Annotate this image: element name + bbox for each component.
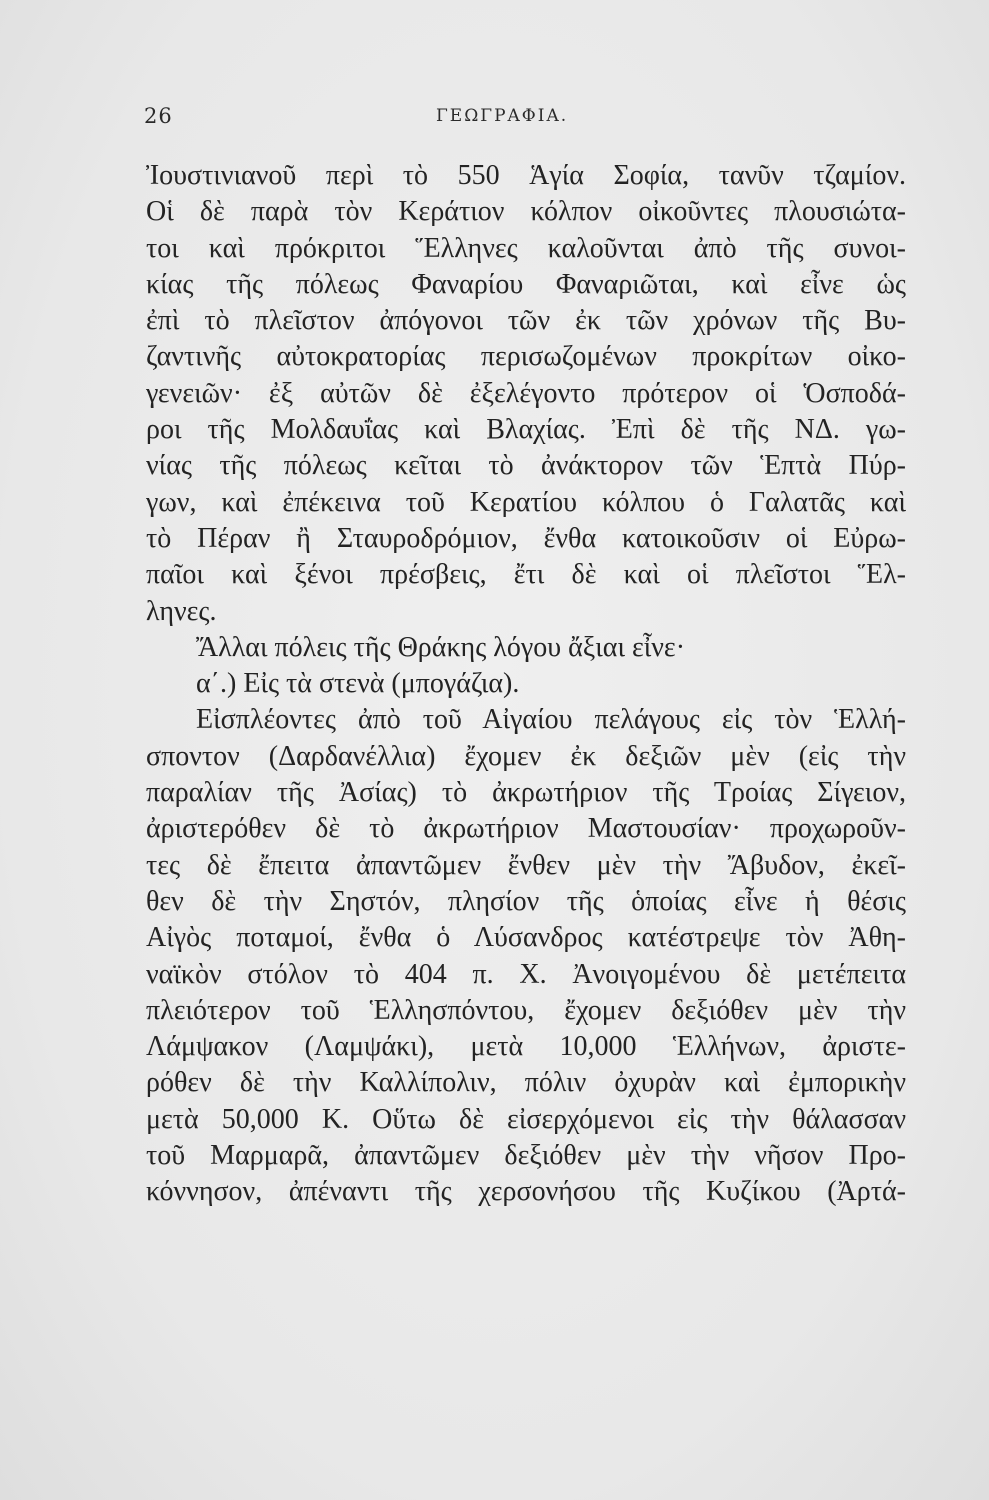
text-line: Οἱ δὲ παρὰ τὸν Κεράτιον κόλπον οἰκοῦντες πλουσιώτα- (146, 196, 906, 228)
text-line: Αἰγὸς ποταμοί, ἔνθα ὁ Λύσανδρος κατέστρεψε τὸν Ἀθη- (146, 922, 906, 954)
section-heading: α΄.) Εἰς τὰ στενὰ (μπογάζια). (196, 668, 520, 700)
text-line: κίας τῆς πόλεως Φαναρίου Φαναριῶται, καὶ εἶνε ὡς (146, 268, 906, 300)
text-line: παραλίαν τῆς Ἀσίας) τὸ ἀκρωτήριον τῆς Τροίας Σίγειον, (146, 777, 906, 809)
page-number: 26 (144, 104, 173, 128)
text-line: γων, καὶ ἐπέκεινα τοῦ Κερατίου κόλπου ὁ Γαλατᾶς καὶ (146, 486, 906, 518)
text-line: ἀριστερόθεν δὲ τὸ ἀκρωτήριον Μαστουσίαν· προχωροῦν- (146, 813, 906, 845)
running-title: ΓΕΩΓΡΑΦΙΑ. (436, 106, 569, 126)
text-line: σποντον (Δαρδανέλλια) ἔχομεν ἐκ δεξιῶν μὲν (εἰς τὴν (146, 740, 906, 772)
page-header (136, 104, 856, 144)
text-line: ἐπὶ τὸ πλεῖστον ἀπόγονοι τῶν ἐκ τῶν χρόνων τῆς Βυ- (146, 305, 906, 337)
text-line: ζαντινῆς αὐτοκρατορίας περισωζομένων προκρίτων οἰκο- (146, 341, 906, 373)
text-line: τοι καὶ πρόκριτοι Ἕλληνες καλοῦνται ἀπὸ τῆς συνοι- (146, 232, 906, 264)
text-line: μετὰ 50,000 Κ. Οὕτω δὲ εἰσερχόμενοι εἰς τὴν θάλασσαν (146, 1103, 906, 1135)
text-line: ρόθεν δὲ τὴν Καλλίπολιν, πόλιν ὀχυρὰν καὶ ἐμπορικὴν (146, 1067, 906, 1099)
text-line: Ἰουστινιανοῦ περὶ τὸ 550 Ἁγία Σοφία, τανῦν τζαμίον. (146, 160, 906, 191)
text-line: Λάμψακον (Λαμψάκι), μετὰ 10,000 Ἑλλήνων, ἀριστε- (146, 1031, 906, 1063)
text-line: παῖοι καὶ ξένοι πρέσβεις, ἔτι δὲ καὶ οἱ πλεῖστοι Ἕλ- (146, 559, 906, 591)
text-line: θεν δὲ τὴν Σηστόν, πλησίον τῆς ὁποίας εἶνε ἡ θέσις (146, 885, 906, 917)
text-line: νίας τῆς πόλεως κεῖται τὸ ἀνάκτορον τῶν Ἑπτὰ Πύρ- (146, 450, 906, 482)
text-line: Ἄλλαι πόλεις τῆς Θράκης λόγου ἄξιαι εἶνε· (196, 631, 686, 663)
body-text (146, 158, 906, 1211)
text-line: ναϊκὸν στόλον τὸ 404 π. Χ. Ἀνοιγομένου δὲ μετέπειτα (146, 958, 906, 990)
text-line: πλειότερον τοῦ Ἑλλησπόντου, ἔχομεν δεξιόθεν μὲν τὴν (146, 994, 906, 1026)
text-line: ληνες. (146, 595, 217, 627)
text-line: Εἰσπλέοντες ἀπὸ τοῦ Αἰγαίου πελάγους εἰς τὸν Ἑλλή- (196, 704, 906, 736)
text-line: τὸ Πέραν ἢ Σταυροδρόμιον, ἔνθα κατοικοῦσιν οἱ Εὐρω- (146, 522, 906, 554)
text-line: τοῦ Μαρμαρᾶ, ἀπαντῶμεν δεξιόθεν μὲν τὴν νῆσον Προ- (146, 1140, 906, 1172)
text-line: κόννησον, ἀπέναντι τῆς χερσονήσου τῆς Κυζίκου (Ἀρτά- (146, 1176, 906, 1208)
text-line: ροι τῆς Μολδαυΐας καὶ Βλαχίας. Ἐπὶ δὲ τῆς ΝΔ. γω- (146, 414, 906, 446)
text-line: τες δὲ ἔπειτα ἀπαντῶμεν ἔνθεν μὲν τὴν Ἄβυδον, ἐκεῖ- (146, 849, 906, 881)
text-line: γενειῶν· ἐξ αὐτῶν δὲ ἐξελέγοντο πρότερον οἱ Ὁσποδά- (146, 377, 906, 409)
